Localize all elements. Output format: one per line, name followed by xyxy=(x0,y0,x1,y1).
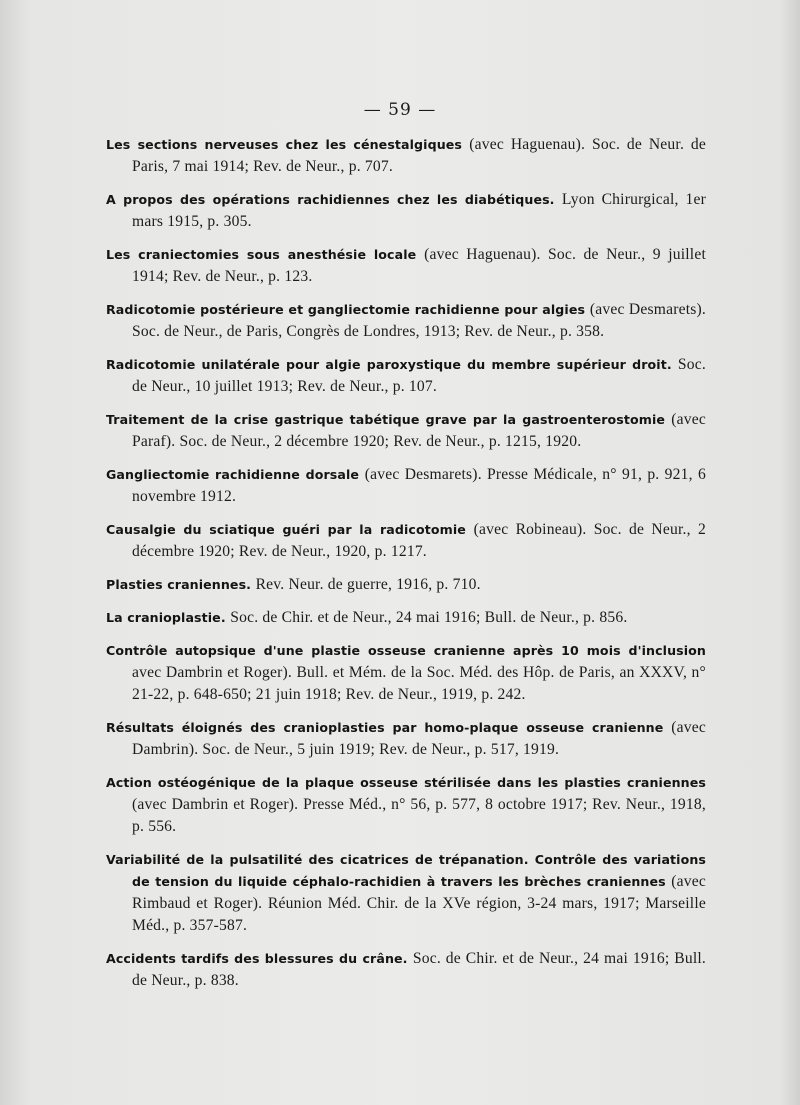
entry-title: Plasties craniennes. xyxy=(106,577,252,592)
entry-title: Gangliectomie rachidienne dorsale xyxy=(106,467,360,482)
bibliography-entry xyxy=(106,189,706,233)
entry-reference: (avec Dambrin et Roger). Presse Méd., n° 56, p. 577, 8 octobre 1917; Rev. Neur., 1918, p. 556. xyxy=(132,796,706,835)
page-number: — 59 — xyxy=(363,100,437,120)
bibliography-entry xyxy=(106,640,706,706)
entry-reference: (avec Haguenau). Soc. de Neur. de Paris, 7 mai 1914; Rev. de Neur., p. 707. xyxy=(132,136,707,175)
entry-title: Les craniectomies sous anesthésie locale xyxy=(106,247,417,262)
entry-title: Résultats éloignés des cranioplasties par homo-plaque osseuse cranienne xyxy=(106,720,664,735)
entry-title: Les sections nerveuses chez les cénestalgiques xyxy=(106,137,463,152)
entry-title: A propos des opérations rachidiennes chez les diabétiques. xyxy=(106,192,555,207)
entry-reference: (avec Haguenau). Soc. de Neur., 9 juillet 1914; Rev. de Neur., p. 123. xyxy=(132,246,706,285)
entry-reference: (avec Robineau). Soc. de Neur., 2 décembre 1920; Rev. de Neur., 1920, p. 1217. xyxy=(132,521,706,560)
bibliography-entry xyxy=(106,134,706,178)
entry-title: Contrôle autopsique d'une plastie osseuse cranienne après 10 mois d'inclusion xyxy=(106,643,706,658)
entry-reference: Soc. de Chir. et de Neur., 24 mai 1916; Bull. de Neur., p. 838. xyxy=(132,950,707,989)
bibliography-entry xyxy=(106,244,706,288)
entry-reference: avec Dambrin et Roger). Bull. et Mém. de la Soc. Méd. des Hôp. de Paris, an XXXV, n° 21-22, p. 648-650; 21 juin 1918; Rev. de Neur., 1919, p. 242. xyxy=(132,664,706,703)
entry-reference: Lyon Chirurgical, 1er mars 1915, p. 305. xyxy=(132,191,706,230)
entry-title: Accidents tardifs des blessures du crâne. xyxy=(106,951,408,966)
entry-reference: (avec Desmarets). Presse Médicale, n° 91, p. 921, 6 novembre 1912. xyxy=(132,466,706,505)
entry-reference: (avec Rimbaud et Roger). Réunion Méd. Chir. de la XVe région, 3-24 mars, 1917; Marseille Méd., p. 357-587. xyxy=(132,873,706,934)
entry-reference: (avec Paraf). Soc. de Neur., 2 décembre 1920; Rev. de Neur., p. 1215, 1920. xyxy=(132,411,707,450)
bibliography-entry xyxy=(106,607,706,629)
entry-title: Variabilité de la pulsatilité des cicatrices de trépanation. Contrôle des variations de tension du liquide céphalo-rachidien à travers les brèches craniennes xyxy=(106,852,706,889)
bibliography-entry xyxy=(106,574,706,596)
entry-reference: (avec Dambrin). Soc. de Neur., 5 juin 1919; Rev. de Neur., p. 517, 1919. xyxy=(132,719,707,758)
entry-title: Traitement de la crise gastrique tabétique grave par la gastroenterostomie xyxy=(106,412,666,427)
bibliography-entry xyxy=(106,849,706,937)
bibliography-list xyxy=(106,134,706,1003)
bibliography-entry xyxy=(106,519,706,563)
bibliography-entry xyxy=(106,299,706,343)
bibliography-entry xyxy=(106,772,706,838)
bibliography-entry xyxy=(106,948,706,992)
entry-reference: Rev. Neur. de guerre, 1916, p. 710. xyxy=(255,576,481,593)
entry-title: La cranioplastie. xyxy=(106,610,226,625)
entry-reference: (avec Desmarets). Soc. de Neur., de Paris, Congrès de Londres, 1913; Rev. de Neur., p. 358. xyxy=(132,301,706,340)
entry-title: Radicotomie postérieure et gangliectomie rachidienne pour algies xyxy=(106,302,586,317)
entry-title: Radicotomie unilatérale pour algie paroxystique du membre supérieur droit. xyxy=(106,357,672,372)
entry-reference: Soc. de Chir. et de Neur., 24 mai 1916; Bull. de Neur., p. 856. xyxy=(230,609,628,626)
bibliography-entry xyxy=(106,354,706,398)
entry-reference: Soc. de Neur., 10 juillet 1913; Rev. de Neur., p. 107. xyxy=(132,356,706,395)
entry-title: Causalgie du sciatique guéri par la radicotomie xyxy=(106,522,466,537)
entry-title: Action ostéogénique de la plaque osseuse stérilisée dans les plasties craniennes xyxy=(106,775,706,790)
bibliography-entry xyxy=(106,717,706,761)
bibliography-entry xyxy=(106,409,706,453)
bibliography-entry xyxy=(106,464,706,508)
